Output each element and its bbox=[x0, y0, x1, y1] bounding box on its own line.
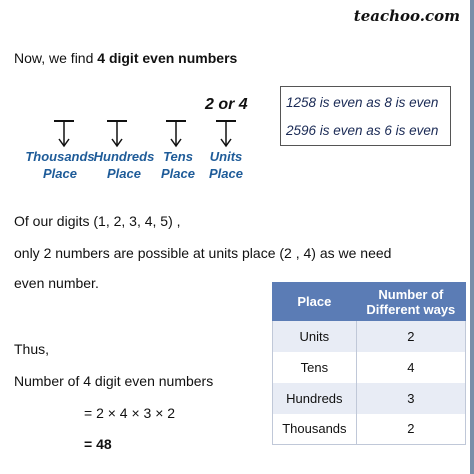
table-header-row bbox=[273, 283, 466, 321]
thousands-place-label: Thousands Place bbox=[25, 149, 95, 181]
ways-cell: 2 bbox=[356, 321, 465, 352]
units-arrow-icon bbox=[215, 120, 237, 148]
page-border bbox=[470, 0, 474, 474]
units-place-label: Units Place bbox=[209, 149, 243, 181]
table-row bbox=[273, 414, 466, 445]
table-row bbox=[273, 321, 466, 352]
units-digit-choice: 2 or 4 bbox=[205, 96, 248, 113]
place-cell: Thousands bbox=[273, 414, 357, 445]
ways-cell: 4 bbox=[356, 352, 465, 383]
place-cell: Units bbox=[273, 321, 357, 352]
ways-cell: 3 bbox=[356, 383, 465, 414]
place-cell: Hundreds bbox=[273, 383, 357, 414]
even-examples-box bbox=[280, 86, 451, 146]
hundreds-place-label: Hundreds Place bbox=[93, 149, 155, 181]
header-ways: Number of Different ways bbox=[356, 283, 465, 321]
table-row bbox=[273, 383, 466, 414]
count-expression: = 2 × 4 × 3 × 2 bbox=[84, 405, 176, 421]
place-cell: Tens bbox=[273, 352, 357, 383]
table-row bbox=[273, 352, 466, 383]
count-label: Number of 4 digit even numbers bbox=[14, 373, 214, 389]
hundreds-arrow-icon bbox=[106, 120, 128, 148]
thousands-arrow-icon bbox=[53, 120, 75, 148]
ways-table bbox=[272, 282, 466, 445]
units-explanation-line-2: even number. bbox=[14, 275, 99, 291]
units-explanation-line: only 2 numbers are possible at units place (2 , 4) as we need bbox=[14, 245, 392, 261]
tens-arrow-icon bbox=[165, 120, 187, 148]
even-example-2: 2596 is even as 6 is even bbox=[286, 123, 439, 138]
header-place: Place bbox=[273, 283, 357, 321]
even-example-1: 1258 is even as 8 is even bbox=[286, 95, 439, 110]
tens-place-label: Tens Place bbox=[161, 149, 195, 181]
brand-logo: teachoo.com bbox=[353, 7, 460, 25]
heading: Now, we find 4 digit even numbers bbox=[14, 50, 238, 66]
ways-cell: 2 bbox=[356, 414, 465, 445]
count-result: = 48 bbox=[84, 436, 112, 452]
thus-label: Thus, bbox=[14, 341, 50, 357]
digits-line: Of our digits (1, 2, 3, 4, 5) , bbox=[14, 213, 181, 229]
